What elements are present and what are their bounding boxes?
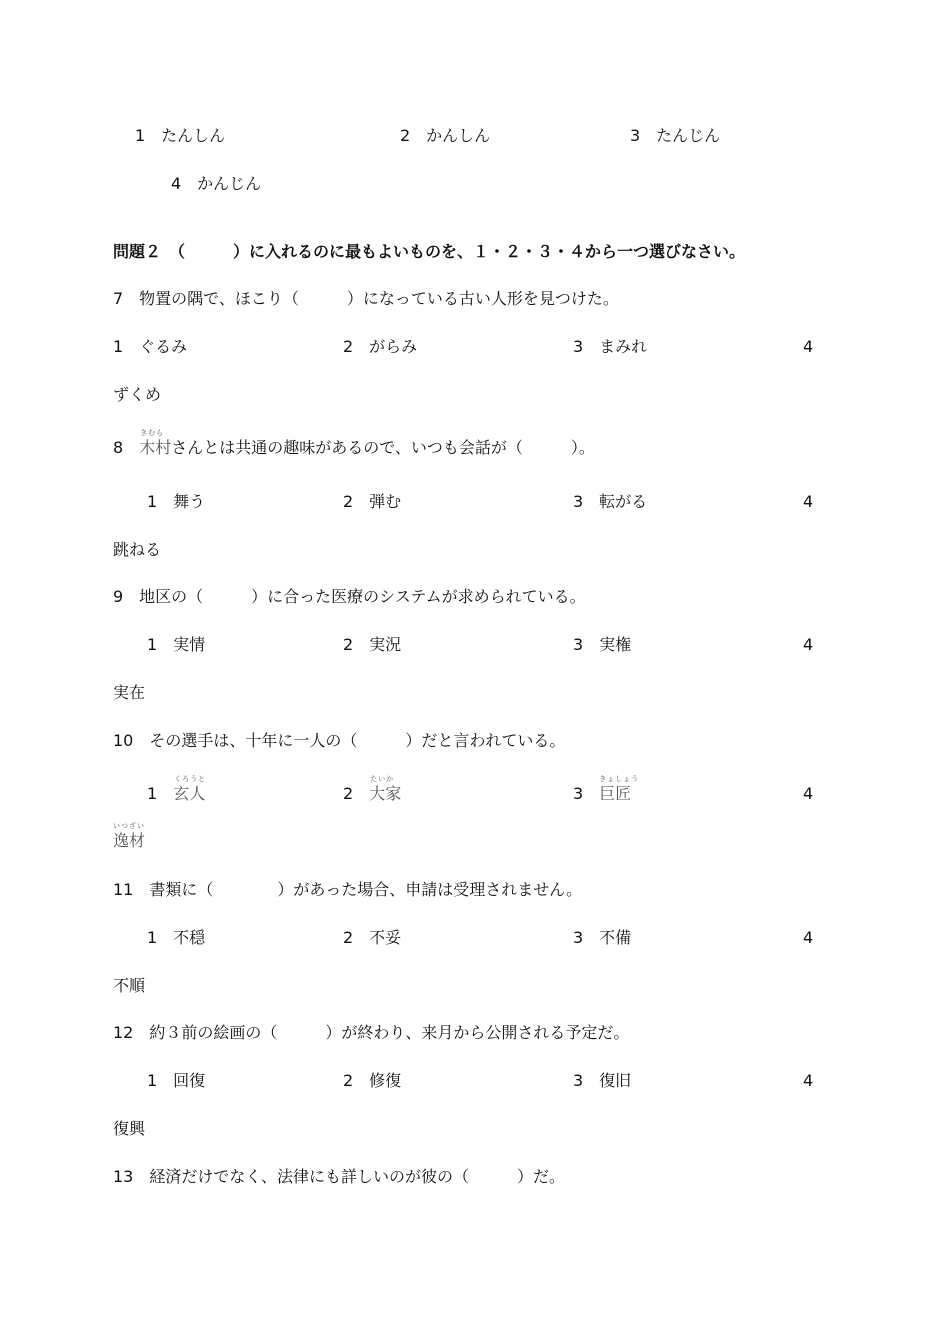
q9-option-1: 1 実情 bbox=[147, 635, 206, 654]
q12-option-3: 3 復旧 bbox=[573, 1071, 632, 1090]
q8-ruby-base: 木村 bbox=[139, 438, 172, 457]
q10-option-2 bbox=[343, 775, 402, 804]
q7-option-1: 1 ぐるみ bbox=[113, 337, 188, 356]
question-11: 11 書類に（ ）があった場合、申請は受理されません。 bbox=[113, 880, 583, 899]
q8-number: 8 bbox=[113, 438, 140, 457]
prev-option-2: 2 かんしん bbox=[400, 126, 491, 145]
section-heading: 問題２ （ ）に入れるのに最もよいものを、１・２・３・４から一つ選びなさい。 bbox=[113, 242, 746, 261]
question-8 bbox=[113, 429, 595, 458]
question-12: 12 約３前の絵画の（ ）が終わり、来月から公開される予定だ。 bbox=[113, 1023, 630, 1042]
question-13: 13 経済だけでなく、法律にも詳しいのが彼の（ ）だ。 bbox=[113, 1167, 566, 1186]
q10-option-4-ruby: いつざい bbox=[113, 822, 145, 830]
q11-option-3: 3 不備 bbox=[573, 928, 632, 947]
q12-option-4-number: 4 bbox=[803, 1071, 814, 1090]
q10-option-2-number: 2 bbox=[343, 784, 370, 803]
q12-option-4-text: 復興 bbox=[113, 1119, 146, 1138]
q8-ruby: きむら bbox=[140, 429, 165, 437]
q10-option-2-word bbox=[369, 775, 402, 803]
q10-option-3-ruby: きょしょう bbox=[599, 775, 640, 783]
q11-option-4-text: 不順 bbox=[113, 976, 146, 995]
q8-option-4-number: 4 bbox=[803, 492, 814, 511]
q9-option-2: 2 実況 bbox=[343, 635, 402, 654]
q12-option-2: 2 修復 bbox=[343, 1071, 402, 1090]
prev-option-4: 4 かんじん bbox=[171, 174, 262, 193]
q9-option-3: 3 実権 bbox=[573, 635, 632, 654]
q8-option-3: 3 転がる bbox=[573, 492, 648, 511]
q10-option-1-word bbox=[173, 775, 207, 803]
prev-option-1: 1 たんしん bbox=[135, 126, 226, 145]
prev-option-3: 3 たんじん bbox=[630, 126, 721, 145]
q10-option-1-number: 1 bbox=[147, 784, 174, 803]
q9-option-4-number: 4 bbox=[803, 635, 814, 654]
q11-option-2: 2 不妥 bbox=[343, 928, 402, 947]
q10-option-4-word bbox=[113, 822, 146, 851]
q8-option-1: 1 舞う bbox=[147, 492, 206, 511]
q10-option-1 bbox=[147, 775, 207, 804]
q10-option-1-ruby: くろうと bbox=[174, 775, 207, 783]
q7-option-4-number: 4 bbox=[803, 337, 814, 356]
q8-rest: さんとは共通の趣味があるので、いつも会話が（ ）。 bbox=[171, 438, 595, 457]
q12-option-1: 1 回復 bbox=[147, 1071, 206, 1090]
q7-option-3: 3 まみれ bbox=[573, 337, 648, 356]
q8-option-2: 2 弾む bbox=[343, 492, 402, 511]
q10-option-4-number: 4 bbox=[803, 784, 814, 803]
q10-option-3-base: 巨匠 bbox=[599, 784, 632, 803]
q7-option-4-text: ずくめ bbox=[113, 385, 162, 404]
q10-option-1-base: 玄人 bbox=[173, 784, 206, 803]
q10-option-4-ruby-wrap bbox=[113, 822, 146, 850]
q7-option-2: 2 がらみ bbox=[343, 337, 418, 356]
q10-option-2-ruby: たいか bbox=[370, 775, 395, 783]
question-9: 9 地区の（ ）に合った医療のシステムが求められている。 bbox=[113, 587, 586, 606]
q8-option-4-text: 跳ねる bbox=[113, 540, 162, 559]
q10-option-2-base: 大家 bbox=[369, 784, 402, 803]
q11-option-1: 1 不穏 bbox=[147, 928, 206, 947]
question-7: 7 物置の隅で、ほこり（ ）になっている古い人形を見つけた。 bbox=[113, 289, 619, 308]
q8-ruby-word bbox=[139, 429, 172, 457]
q9-option-4-text: 実在 bbox=[113, 683, 146, 702]
q11-option-4-number: 4 bbox=[803, 928, 814, 947]
q10-option-4-base: 逸材 bbox=[113, 831, 146, 850]
question-10: 10 その選手は、十年に一人の（ ）だと言われている。 bbox=[113, 731, 566, 750]
q10-option-3 bbox=[573, 775, 640, 804]
q10-option-3-word bbox=[599, 775, 640, 803]
q10-option-3-number: 3 bbox=[573, 784, 600, 803]
